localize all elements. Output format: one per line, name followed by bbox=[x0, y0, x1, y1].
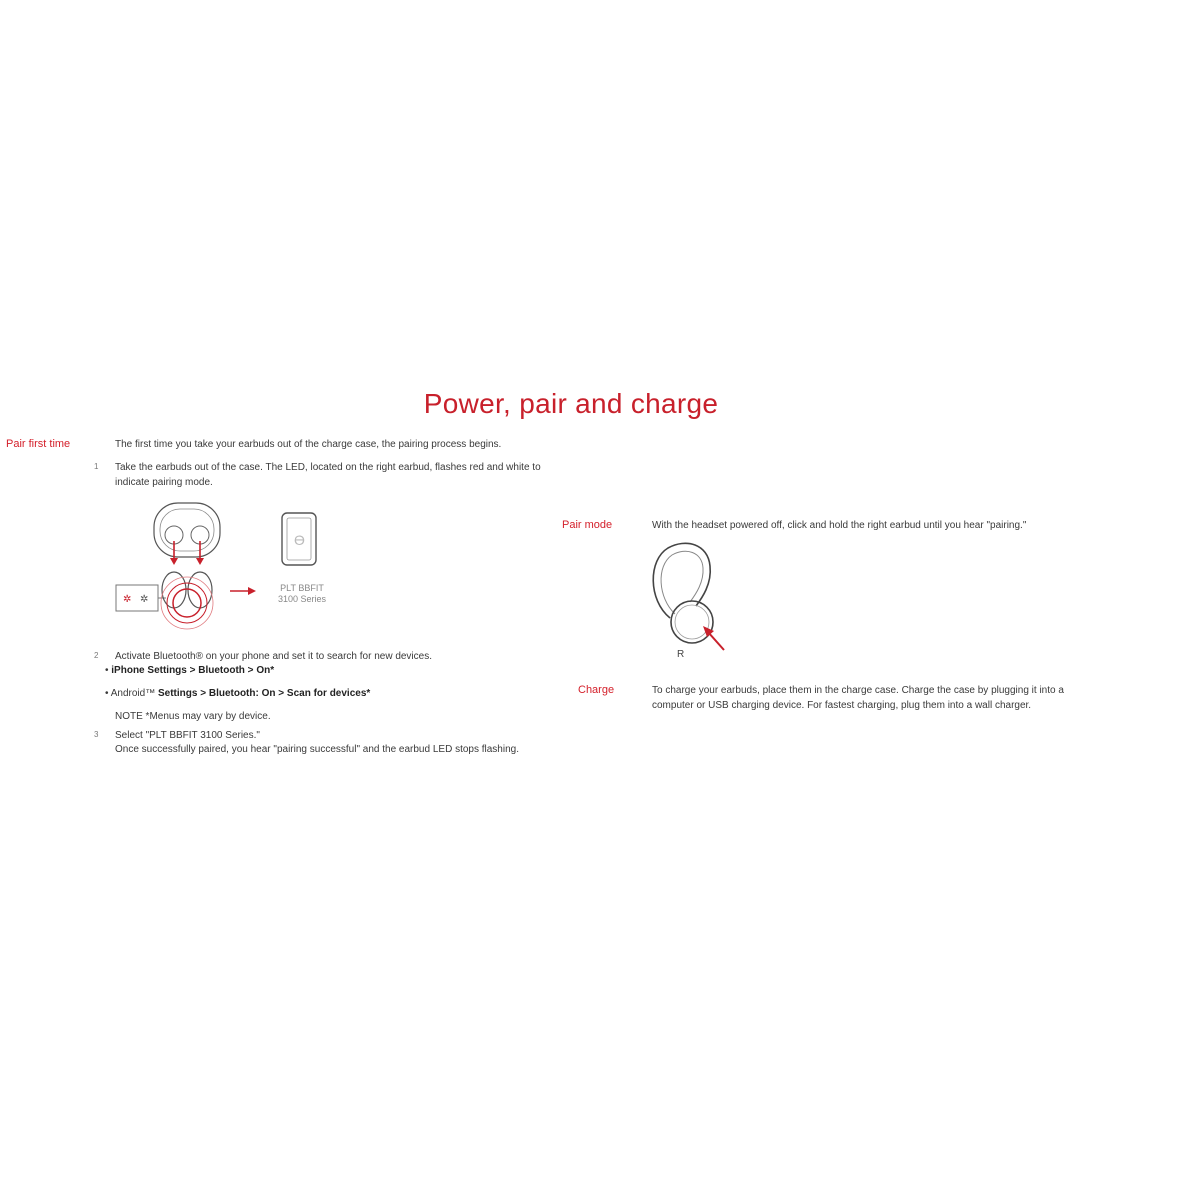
svg-text:✲: ✲ bbox=[140, 594, 149, 605]
menu-sep: > bbox=[244, 665, 257, 676]
menu-settings: Settings bbox=[157, 688, 198, 699]
step1-number: 1 bbox=[94, 462, 99, 471]
charge-line2: computer or USB charging device. For fastest charging, plug them into a wall charger. bbox=[652, 700, 1032, 711]
menu-sep: > bbox=[275, 688, 287, 699]
step3-line1: Select "PLT BBFIT 3100 Series." bbox=[115, 730, 260, 741]
pair-mode-label: Pair mode bbox=[562, 519, 613, 531]
earbud-illustration bbox=[640, 538, 740, 656]
charge-label: Charge bbox=[578, 684, 615, 696]
menu-bluetooth: Bluetooth bbox=[198, 665, 245, 676]
step3-line2: Once successfully paired, you hear "pairing successful" and the earbud LED stops flashing. bbox=[115, 744, 519, 755]
bullet-prefix: • Android™ bbox=[105, 688, 158, 699]
svg-text:✲: ✲ bbox=[123, 594, 132, 605]
step2-number: 2 bbox=[94, 651, 99, 660]
bullet-prefix: • bbox=[105, 665, 112, 676]
step1-line2: indicate pairing mode. bbox=[115, 477, 213, 488]
svg-text:ϴ: ϴ bbox=[294, 532, 305, 548]
menu-sep: > bbox=[186, 665, 199, 676]
menu-on: On* bbox=[256, 665, 275, 676]
step1-line1: Take the earbuds out of the case. The LED, located on the right earbud, flashes red and white to bbox=[115, 462, 541, 473]
earbud-right-label: R bbox=[677, 649, 685, 660]
step2-bullet-iphone bbox=[105, 663, 274, 678]
menu-settings: iPhone Settings bbox=[111, 665, 187, 676]
pair-first-time-intro: The first time you take your earbuds out of the charge case, the pairing process begins. bbox=[115, 439, 502, 450]
device-name-line2: 3100 Series bbox=[277, 594, 327, 604]
device-name bbox=[262, 583, 342, 605]
step2-note: NOTE *Menus may vary by device. bbox=[115, 711, 271, 722]
page-title: Power, pair and charge bbox=[423, 388, 719, 419]
step3-number: 3 bbox=[94, 730, 99, 739]
step2-text: Activate Bluetooth® on your phone and set it to search for new devices. bbox=[115, 651, 432, 662]
menu-bluetooth: Bluetooth: On bbox=[208, 688, 276, 699]
pair-first-time-label: Pair first time bbox=[6, 438, 71, 450]
step2-bullet-android bbox=[105, 686, 370, 701]
menu-scan: Scan for devices* bbox=[286, 688, 371, 699]
charge-case-illustration bbox=[110, 495, 360, 635]
charge-line1: To charge your earbuds, place them in the charge case. Charge the case by plugging it into a bbox=[652, 685, 1064, 696]
menu-sep: > bbox=[197, 688, 209, 699]
device-name-line1: PLT BBFIT bbox=[280, 583, 324, 593]
pair-mode-text: With the headset powered off, click and hold the right earbud until you hear "pairing." bbox=[652, 520, 1027, 531]
